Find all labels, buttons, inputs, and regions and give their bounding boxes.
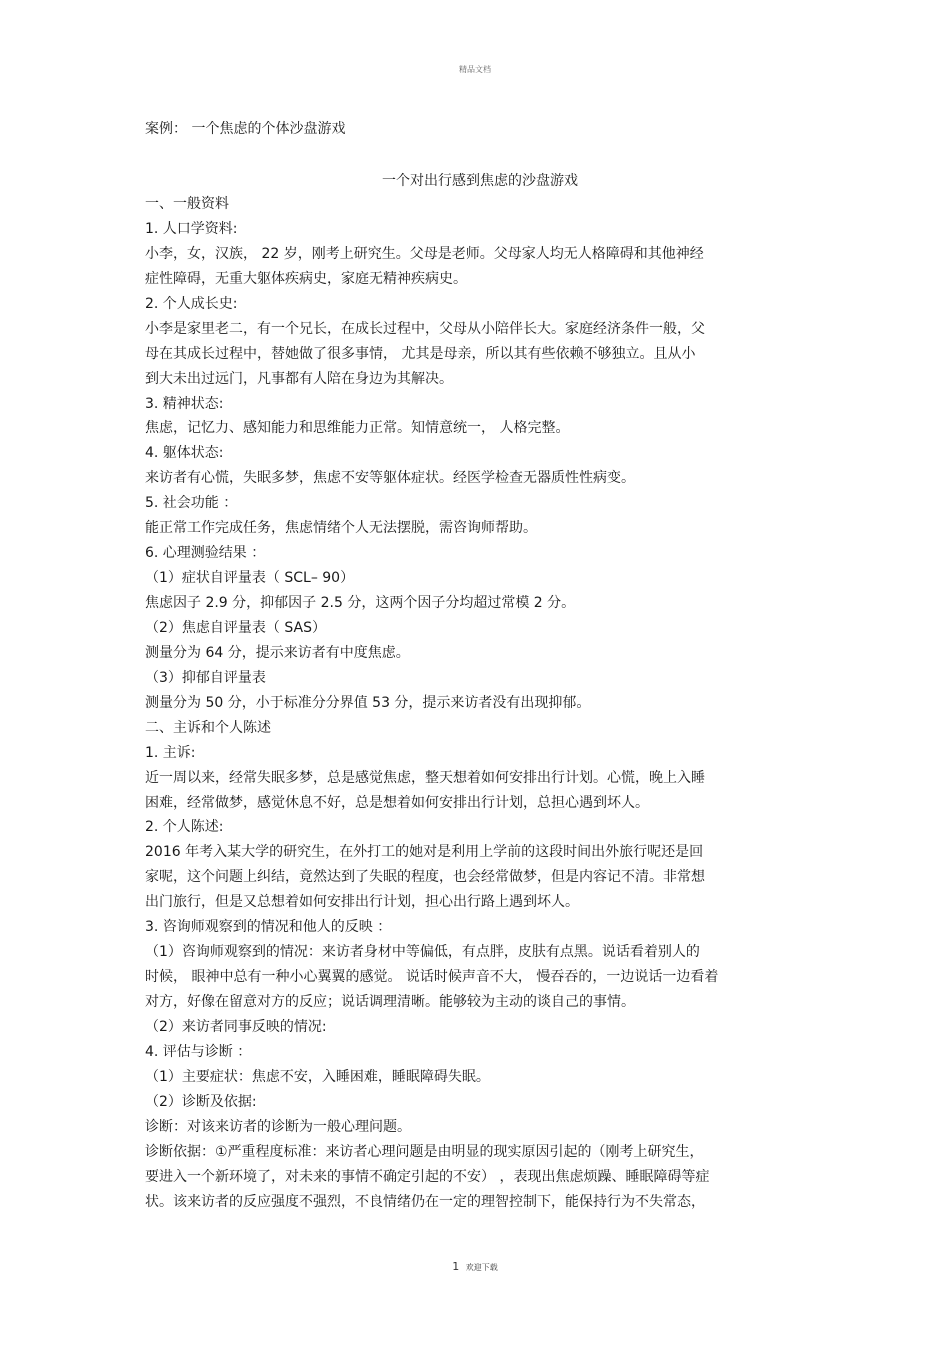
body-line: 对方，好像在留意对方的反应；说话调理清晰。能够较为主动的谈自己的事情。 xyxy=(145,994,635,1010)
body-line: 母在其成长过程中，替她做了很多事情， 尤其是母亲，所以其有些依赖不够独立。且从小 xyxy=(145,345,696,362)
body-line: 困难，经常做梦，感觉休息不好，总是想着如何安排出行计划，总担心遇到坏人。 xyxy=(145,794,649,811)
body-line: 症性障碍，无重大躯体疾病史，家庭无精神疾病史。 xyxy=(145,270,467,287)
body-line: （3）抑郁自评量表 xyxy=(145,669,266,686)
body-line: 二、主诉和个人陈述 xyxy=(145,719,271,736)
body-line: 要进入一个新环境了，对未来的事情不确定引起的不安） ，表现出焦虑烦躁、睡眠障碍等症 xyxy=(145,1168,710,1185)
body-line: 时候， 眼神中总有一种小心翼翼的感觉。 说话时候声音不大， 慢吞吞的，一边说话一边看着 xyxy=(145,969,719,986)
body-line: （2）来访者同事反映的情况: xyxy=(145,1018,327,1035)
case-title: 案例： 一个焦虑的个体沙盘游戏 xyxy=(145,121,346,137)
body-line: 到大未出过远门，凡事都有人陪在身边为其解决。 xyxy=(145,370,453,387)
body-line: 近一周以来，经常失眠多梦，总是感觉焦虑，整天想着如何安排出行计划。心慌，晚上入睡 xyxy=(145,769,705,786)
page-number: 1 xyxy=(452,1260,460,1273)
page-footer xyxy=(0,1260,950,1273)
body-line: 2. 个人陈述: xyxy=(145,819,224,836)
body-line: （2）诊断及依据: xyxy=(145,1093,257,1110)
body-line: （1）主要症状：焦虑不安，入睡困难，睡眠障碍失眠。 xyxy=(145,1068,490,1085)
body-line: 诊断依据：①严重程度标准：来访者心理问题是由明显的现实原因引起的（刚考上研究生， xyxy=(145,1143,704,1160)
document-title: 一个对出行感到焦虑的沙盘游戏 xyxy=(382,173,578,189)
body-line: 能正常工作完成任务，焦虑情绪个人无法摆脱，需咨询师帮助。 xyxy=(145,520,537,537)
body-line: （1）症状自评量表（ SCL– 90） xyxy=(145,570,355,587)
body-line: 3. 精神状态: xyxy=(145,395,224,412)
page-header: 精品文档 xyxy=(459,65,491,74)
body-line: 焦虑，记忆力、感知能力和思维能力正常。知情意统一， 人格完整。 xyxy=(145,420,570,437)
body-line: 一、一般资料 xyxy=(145,196,229,212)
body-line: 诊断：对该来访者的诊断为一般心理问题。 xyxy=(145,1118,411,1135)
footer-text: 欢迎下载 xyxy=(465,1263,498,1272)
body-line: 1. 主诉: xyxy=(145,744,196,761)
body-line: 状。该来访者的反应强度不强烈，不良情绪仍在一定的理智控制下，能保持行为不失常态， xyxy=(145,1193,705,1210)
body-line: 焦虑因子 2.9 分，抑郁因子 2.5 分，这两个因子分均超过常模 2 分。 xyxy=(145,595,576,611)
body-line: 4. 评估与诊断 ： xyxy=(145,1043,252,1060)
body-line: 2. 个人成长史: xyxy=(145,295,238,312)
body-line: 4. 躯体状态: xyxy=(145,445,224,462)
body-line: 出门旅行，但是又总想着如何安排出行计划，担心出行路上遇到坏人。 xyxy=(145,894,579,911)
body-line: 来访者有心慌，失眠多梦，焦虑不安等躯体症状。经医学检查无器质性性病变。 xyxy=(145,470,635,487)
body-line: 测量分为 50 分，小于标准分分界值 53 分，提示来访者没有出现抑郁。 xyxy=(145,694,591,711)
body-line: （2）焦虑自评量表（ SAS） xyxy=(145,619,326,636)
body-line: 小李，女，汉族， 22 岁，刚考上研究生。父母是老师。父母家人均无人格障碍和其他神经 xyxy=(145,245,704,262)
body-line: 测量分为 64 分，提示来访者有中度焦虑。 xyxy=(145,644,410,661)
body-line: 1. 人口学资料: xyxy=(145,220,238,237)
body-line: 6. 心理测验结果 ： xyxy=(145,545,266,562)
body-line: 2016 年考入某大学的研究生，在外打工的她对是利用上学前的这段时间出外旅行呢还是回 xyxy=(145,844,704,861)
body-line: 5. 社会功能 ： xyxy=(145,495,238,512)
body-line: 小李是家里老二，有一个兄长，在成长过程中，父母从小陪伴长大。家庭经济条件一般，父 xyxy=(145,320,705,337)
document-body xyxy=(145,192,805,1214)
body-line: （1）咨询师观察到的情况：来访者身材中等偏低，有点胖，皮肤有点黑。说话看着别人的 xyxy=(145,944,700,961)
body-line: 家呢，这个问题上纠结，竟然达到了失眠的程度，也会经常做梦，但是内容记不清。非常想 xyxy=(145,869,705,886)
body-line: 3. 咨询师观察到的情况和他人的反映 ： xyxy=(145,919,392,936)
